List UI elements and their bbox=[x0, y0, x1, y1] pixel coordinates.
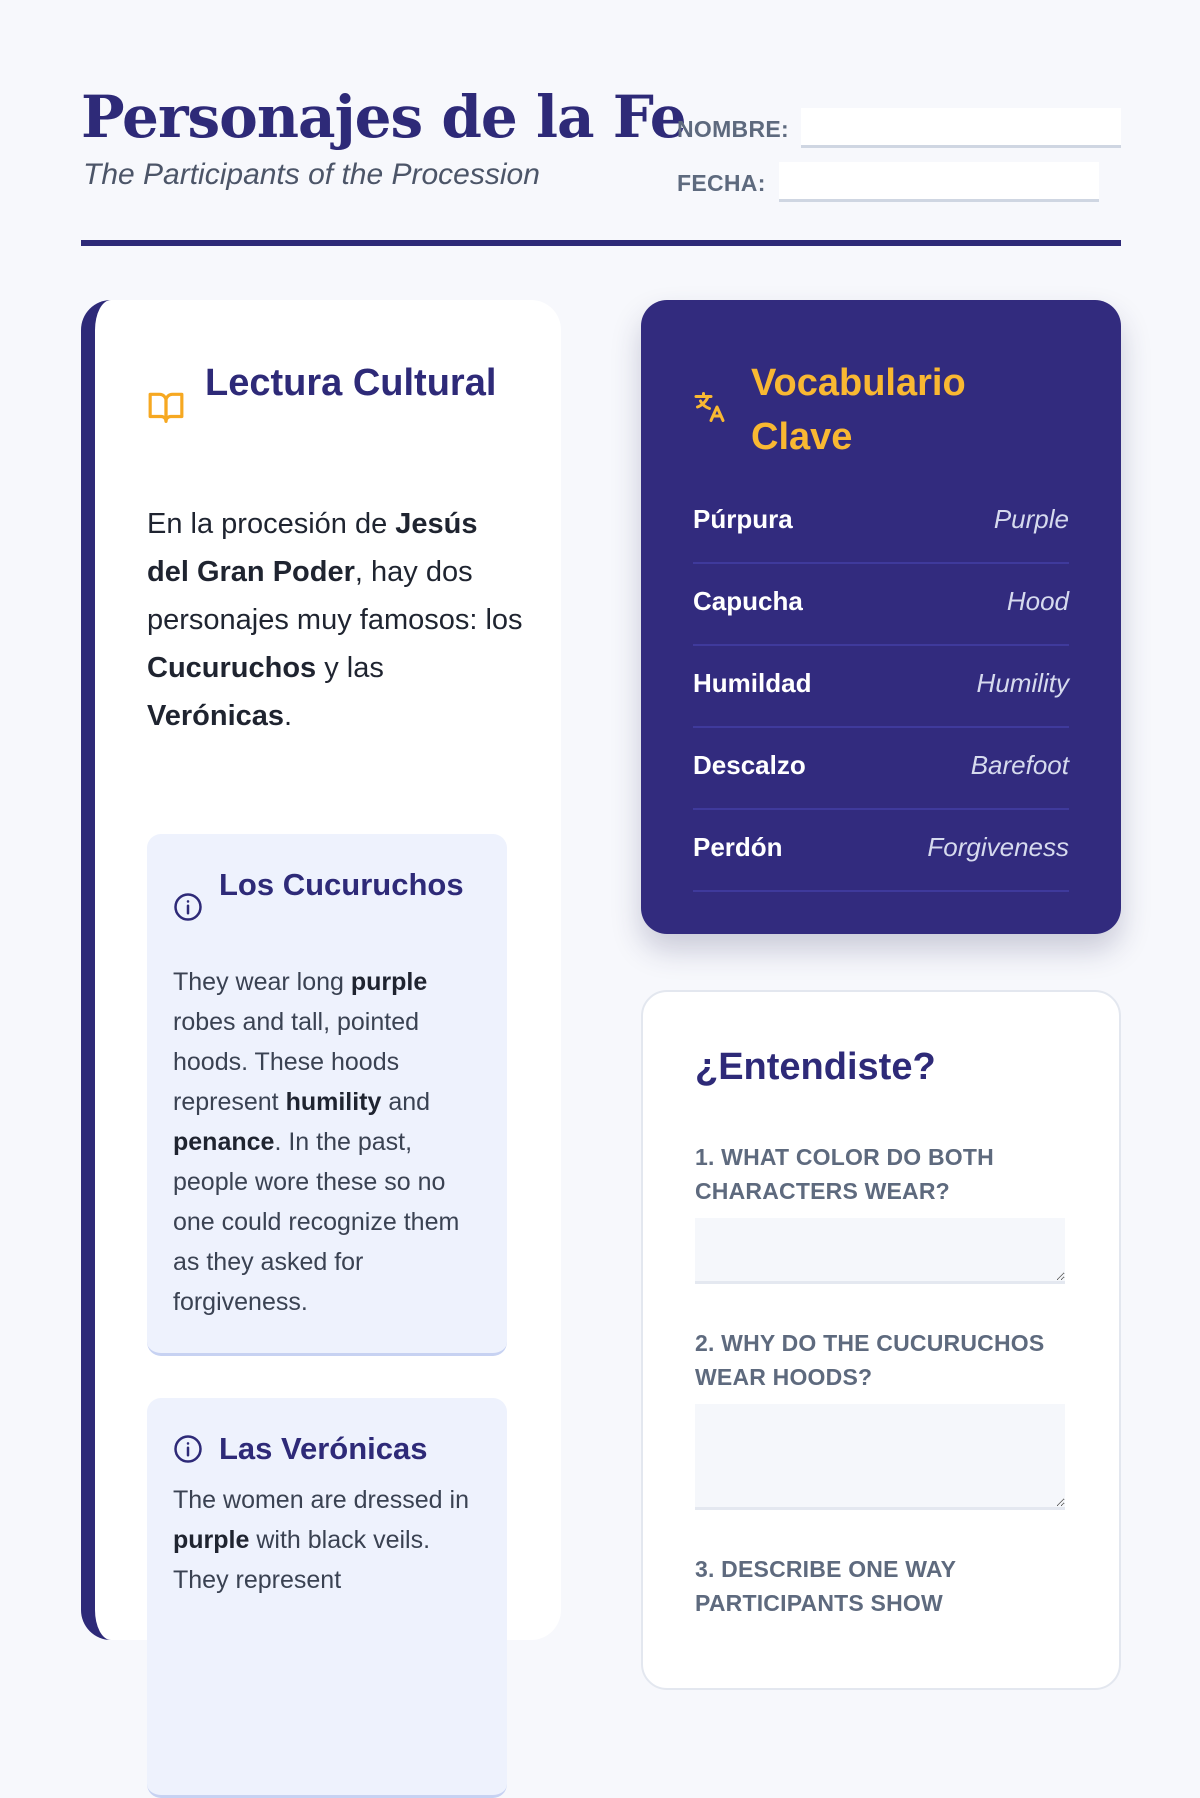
vocab-spanish: Humildad bbox=[693, 668, 812, 698]
reading-title: Lectura Cultural bbox=[205, 362, 497, 404]
veronicas-text bbox=[173, 1480, 491, 1600]
reading-bold: Jesús del Gran Poder bbox=[147, 508, 478, 588]
vocab-english: Hood bbox=[1006, 586, 1069, 616]
reading-text: , hay dos personajes muy famosos: los bbox=[147, 556, 523, 636]
body-bold: purple bbox=[173, 1526, 250, 1554]
body-text: robes and tall, pointed hoods. These hoods represent bbox=[173, 1008, 420, 1116]
quiz-title: ¿Entendiste? bbox=[695, 1046, 936, 1088]
page-subtitle: The Participants of the Procession bbox=[83, 158, 540, 191]
info-circle-icon bbox=[173, 892, 203, 922]
vocabulary-list bbox=[693, 482, 1069, 892]
vocab-spanish: Descalzo bbox=[693, 750, 806, 780]
vocab-english: Forgiveness bbox=[927, 832, 1069, 862]
reading-bold: Cucuruchos bbox=[147, 652, 317, 684]
vocab-row bbox=[693, 564, 1069, 646]
reading-text: y las bbox=[316, 652, 384, 684]
body-text: with black veils. They represent bbox=[173, 1526, 431, 1594]
veronicas-title: Las Verónicas bbox=[219, 1431, 428, 1466]
vocab-spanish: Perdón bbox=[693, 832, 783, 862]
name-label: NOMBRE: bbox=[677, 116, 789, 142]
answer-field-2[interactable] bbox=[695, 1404, 1065, 1510]
vocabulary-card bbox=[641, 300, 1121, 934]
answer-field-1[interactable] bbox=[695, 1218, 1065, 1284]
vocab-english: Purple bbox=[993, 504, 1069, 534]
vocabulary-title: Vocabulario Clave bbox=[751, 362, 966, 458]
reading-card bbox=[81, 300, 561, 1640]
question-label: 3. DESCRIBE ONE WAY PARTICIPANTS SHOW bbox=[695, 1556, 956, 1616]
vocab-row bbox=[693, 810, 1069, 892]
book-open-icon bbox=[147, 388, 185, 426]
date-input[interactable] bbox=[779, 162, 1099, 202]
vocab-spanish: Capucha bbox=[693, 586, 803, 616]
date-label: FECHA: bbox=[677, 170, 766, 196]
info-circle-icon bbox=[173, 1434, 203, 1464]
body-text: . In the past, people wore these so no one could recognize them as they asked for forgiveness. bbox=[173, 1128, 460, 1316]
quiz-card bbox=[641, 990, 1121, 1690]
body-text: They wear long bbox=[173, 968, 351, 996]
body-bold: penance bbox=[173, 1128, 275, 1156]
name-input[interactable] bbox=[801, 108, 1121, 148]
reading-bold: Verónicas bbox=[147, 700, 285, 732]
cucuruchos-box bbox=[147, 834, 507, 1356]
question-label: 1. WHAT COLOR DO BOTH CHARACTERS WEAR? bbox=[695, 1144, 994, 1204]
vocab-english: Humility bbox=[976, 668, 1069, 698]
body-bold: purple bbox=[350, 968, 428, 996]
body-text: The women are dressed in bbox=[173, 1486, 469, 1514]
body-text: and bbox=[381, 1088, 431, 1116]
cucuruchos-title: Los Cucuruchos bbox=[219, 867, 464, 902]
translate-icon bbox=[693, 388, 729, 426]
veronicas-box bbox=[147, 1398, 507, 1798]
vocab-row bbox=[693, 646, 1069, 728]
reading-paragraph bbox=[147, 500, 527, 740]
reading-text: . bbox=[284, 700, 293, 732]
header-divider bbox=[81, 240, 1121, 246]
cucuruchos-text bbox=[173, 962, 491, 1322]
vocab-row bbox=[693, 728, 1069, 810]
vocab-row bbox=[693, 482, 1069, 564]
question-label: 2. WHY DO THE CUCURUCHOS WEAR HOODS? bbox=[695, 1330, 1045, 1390]
worksheet-header bbox=[81, 84, 1121, 204]
vocab-spanish: Púrpura bbox=[693, 504, 793, 534]
vocab-english: Barefoot bbox=[970, 750, 1069, 780]
reading-text: En la procesión de bbox=[147, 508, 396, 540]
body-bold: humility bbox=[285, 1088, 382, 1116]
page-title: Personajes de la Fe bbox=[81, 83, 686, 151]
